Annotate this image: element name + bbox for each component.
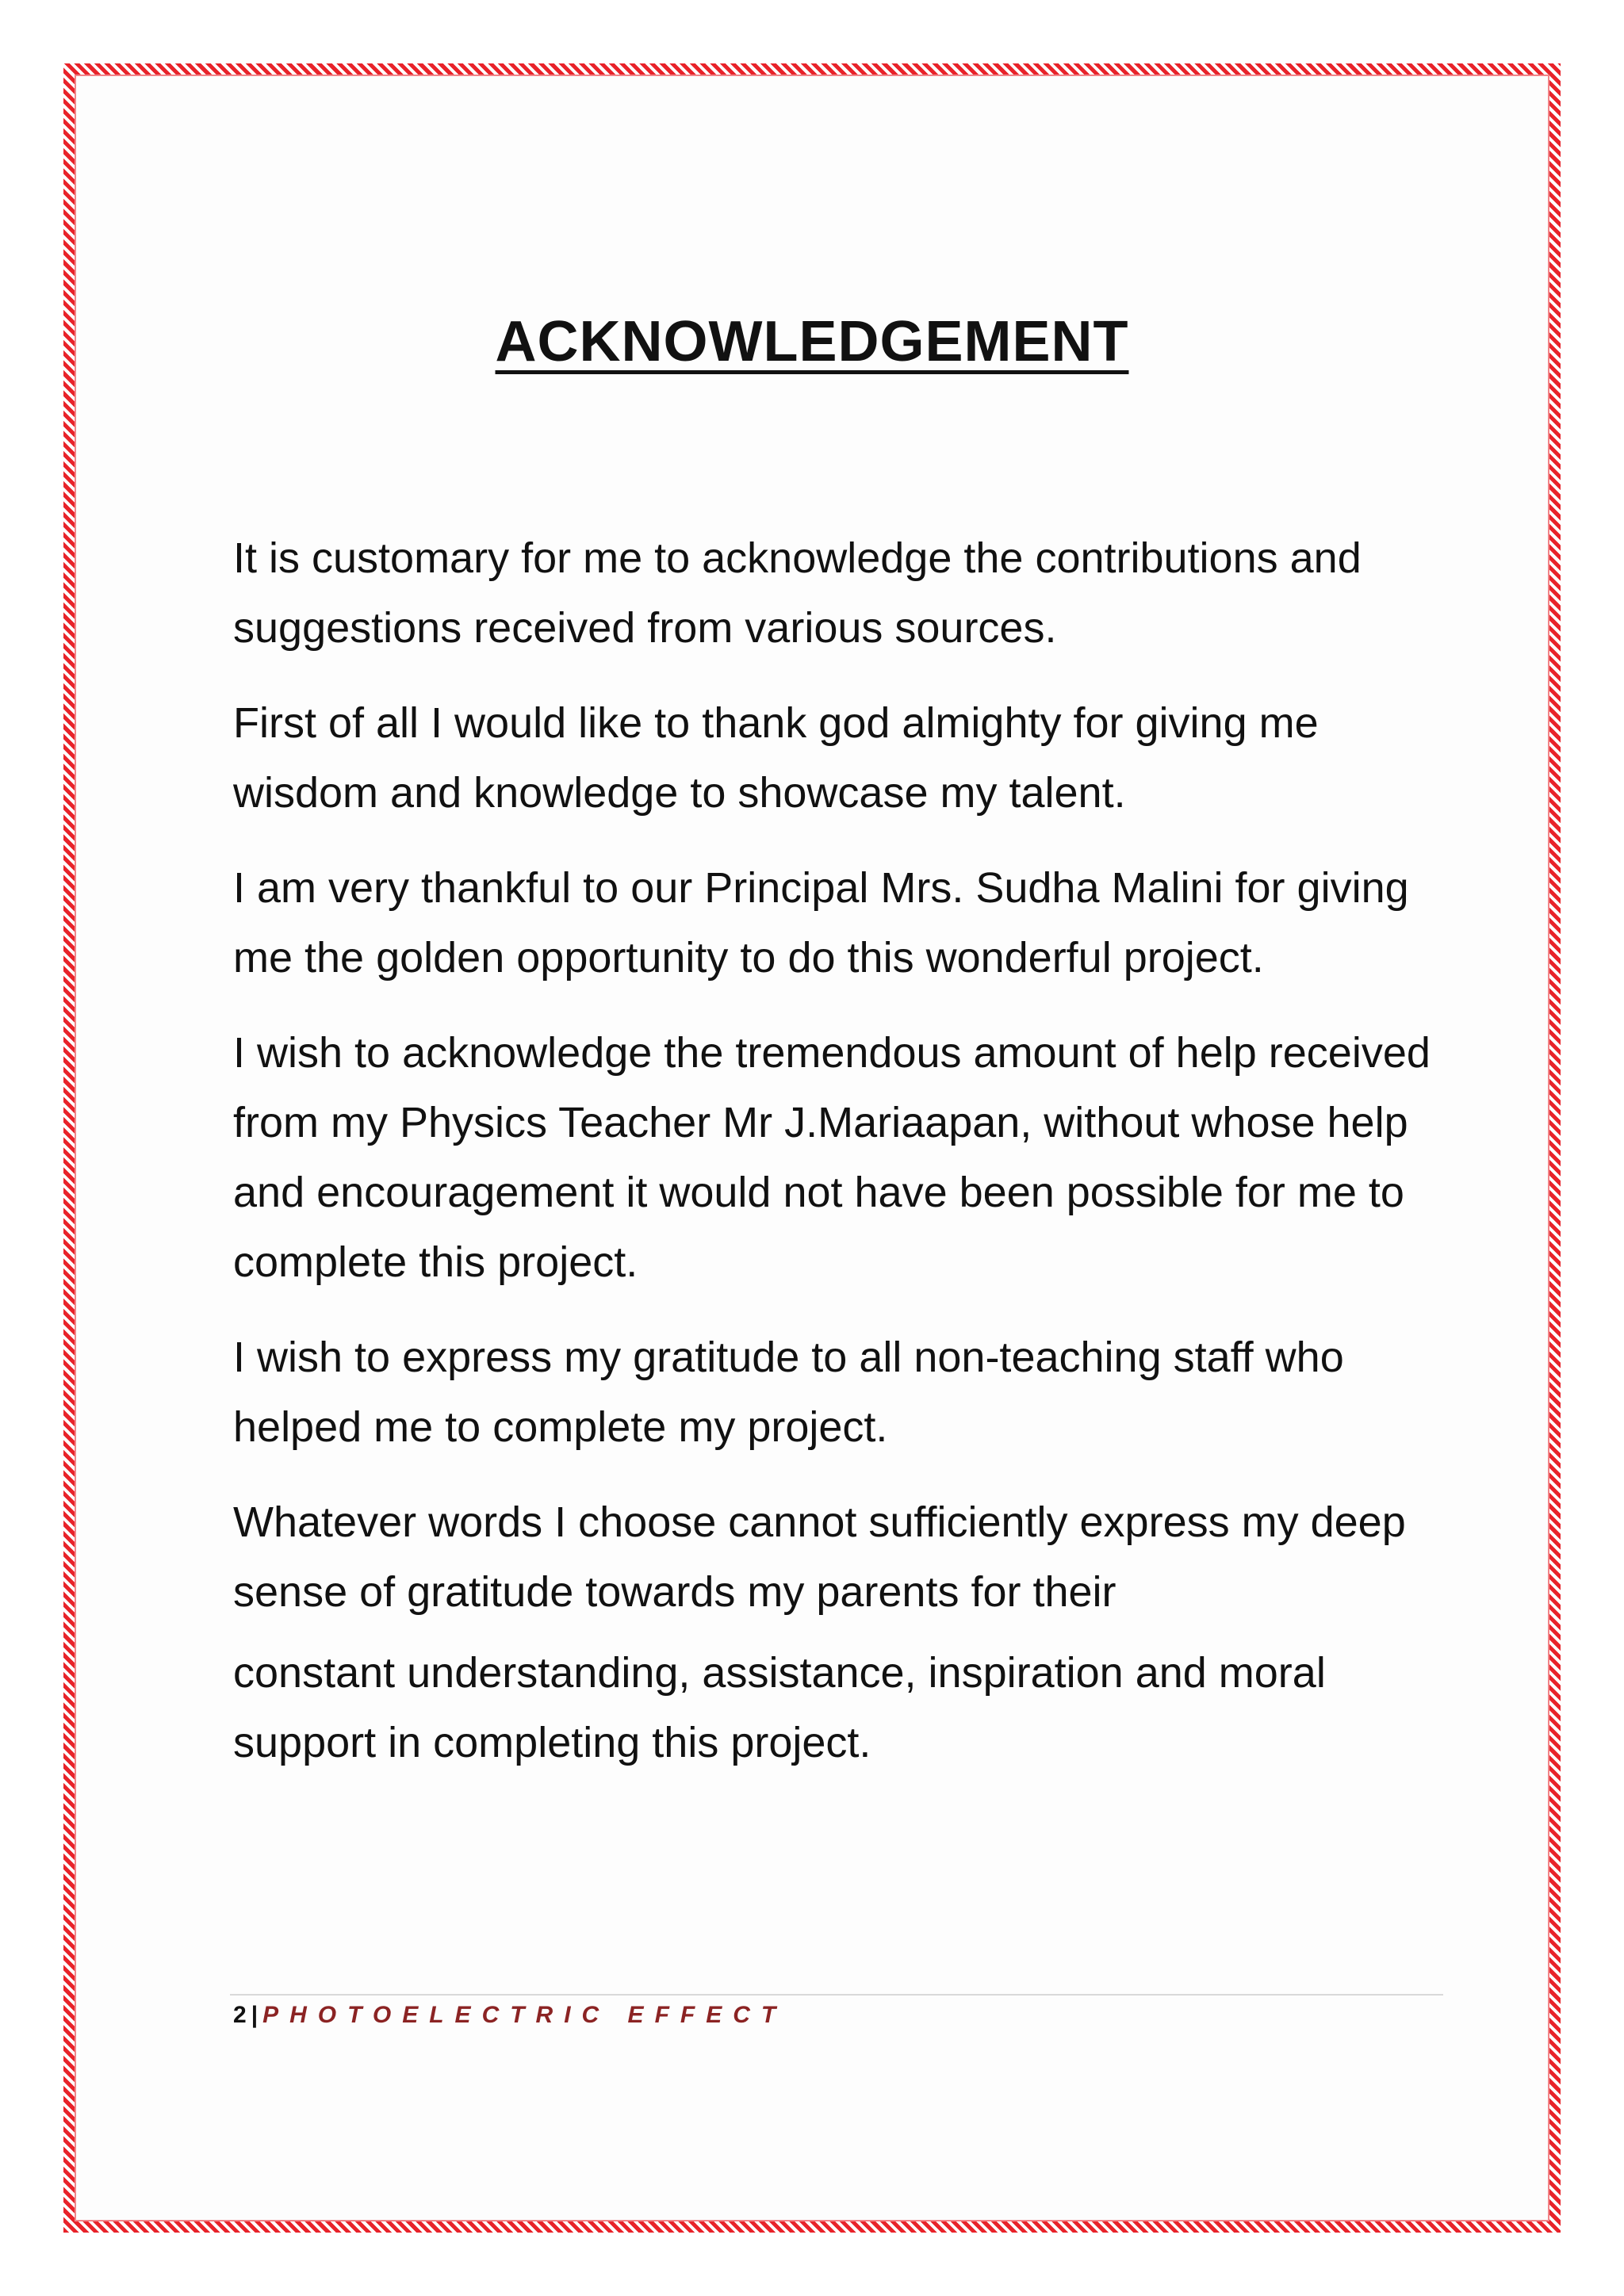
document-body (233, 523, 1454, 1803)
paragraph-intro: It is customary for me to acknowledge the contributions and suggestions received from various sources. (233, 534, 1362, 652)
page-footer (233, 1999, 787, 2031)
paragraph-thanks-principal: I am very thankful to our Principal Mrs. Sudha Malini for giving me the golden opportunity to do this wonderful project. (233, 864, 1409, 982)
paragraph-thanks-teacher: I wish to acknowledge the tremendous amount of help received from my Physics Teacher Mr J.Mariaapan, without whose help and encouragement it would not have been possible for me to complete this project. (233, 1029, 1431, 1286)
page-number: 2 (233, 2002, 247, 2028)
footer-divider (230, 1994, 1443, 1996)
page-title (0, 309, 1624, 374)
running-title: PHOTOELECTRIC EFFECT (262, 2002, 787, 2028)
paragraph-thanks-parents-continued: constant understanding, assistance, inspiration and moral support in completing this project. (233, 1649, 1326, 1766)
paragraph-thanks-parents: Whatever words I choose cannot sufficiently express my deep sense of gratitude towards my parents for their (233, 1498, 1406, 1616)
paragraph-thanks-staff: I wish to express my gratitude to all non-teaching staff who helped me to complete my project. (233, 1334, 1344, 1451)
footer-separator: | (251, 2002, 259, 2028)
page-title-text: ACKNOWLEDGEMENT (495, 310, 1129, 373)
paragraph-thanks-god: First of all I would like to thank god almighty for giving me wisdom and knowledge to showcase my talent. (233, 699, 1319, 817)
